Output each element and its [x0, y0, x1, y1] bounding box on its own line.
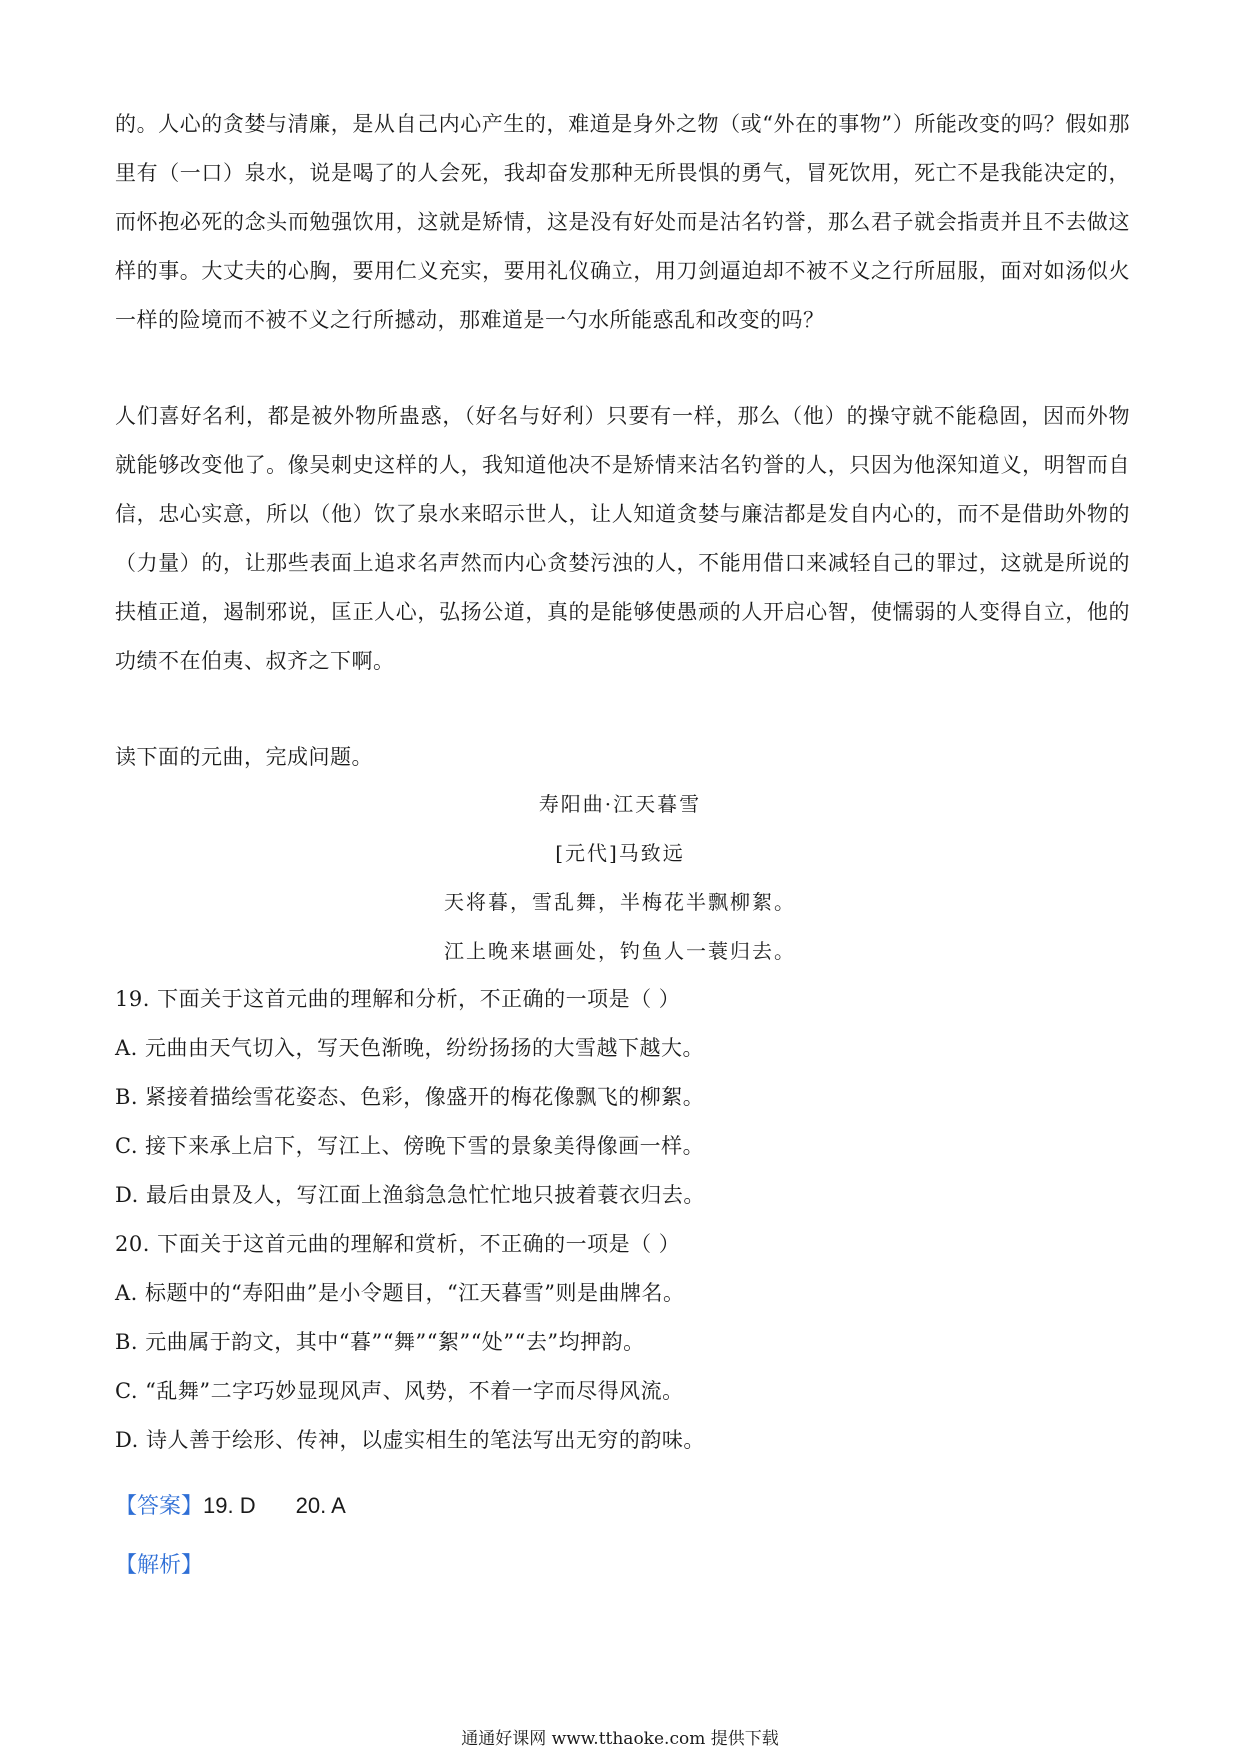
question-20-option-c: C. “乱舞”二字巧妙显现风声、风势，不着一字而尽得风流。	[115, 1379, 684, 1403]
question-19-stem: 19. 下面关于这首元曲的理解和分析，不正确的一项是（ ）	[115, 987, 681, 1011]
answer-19: 19. D	[203, 1493, 256, 1518]
answer-20: 20. A	[295, 1493, 346, 1518]
question-19-option-d: D. 最后由景及人，写江面上渔翁急急忙忙地只披着蓑衣归去。	[115, 1183, 705, 1207]
footer-source: 通通好课网 www.tthaoke.com 提供下载	[461, 1729, 779, 1749]
analysis-label: 【解析】	[115, 1552, 204, 1577]
translation-paragraph-2: 人们喜好名利，都是被外物所蛊惑，（好名与好利）只要有一样，那么（他）的操守就不能稳固，因而外物就能够改变他了。像吴刺史这样的人，我知道他决不是矫情来沽名钓誉的人，只因为他深知道义，明智而自信，忠心实意，所以（他）饮了泉水来昭示世人，让人知道贪婪与廉洁都是发自内心的，而不是借助外物的（力量）的，让那些表面上追求名声然而内心贪婪污浊的人，不能用借口来减轻自己的罪过，这就是所说的扶植正道，遏制邪说，匡正人心，弘扬公道，真的是能够使愚顽的人开启心智，使懦弱的人变得自立，他的功绩不在伯夷、叔齐之下啊。	[115, 404, 1130, 673]
question-20-stem: 20. 下面关于这首元曲的理解和赏析，不正确的一项是（ ）	[115, 1232, 681, 1256]
poem-author: [元代]马致远	[555, 841, 685, 865]
poem-title: 寿阳曲·江天暮雪	[538, 792, 702, 816]
question-20-option-a: A. 标题中的“寿阳曲”是小令题目，“江天暮雪”则是曲牌名。	[115, 1281, 685, 1305]
answer-label: 【答案】	[115, 1493, 204, 1518]
answer-line	[115, 1491, 346, 1521]
translation-paragraph-1: 的。人心的贪婪与清廉，是从自己内心产生的，难道是身外之物（或“外在的事物”）所能改变的吗？假如那里有（一口）泉水，说是喝了的人会死，我却奋发那种无所畏惧的勇气，冒死饮用，死亡不是我能决定的，而怀抱必死的念头而勉强饮用，这就是矫情，这是没有好处而是沽名钓誉，那么君子就会指责并且不去做这样的事。大丈夫的心胸，要用仁义充实，要用礼仪确立，用刀剑逼迫却不被不义之行所屈服，面对如汤似火一样的险境而不被不义之行所撼动，那难道是一勺水所能惑乱和改变的吗？	[115, 112, 1130, 332]
reading-prompt: 读下面的元曲，完成问题。	[115, 745, 373, 769]
question-19-option-c: C. 接下来承上启下，写江上、傍晚下雪的景象美得像画一样。	[115, 1134, 705, 1158]
question-19-option-b: B. 紧接着描绘雪花姿态、色彩，像盛开的梅花像飘飞的柳絮。	[115, 1085, 705, 1109]
poem-line-1: 天将暮，雪乱舞，半梅花半飘柳絮。	[444, 890, 796, 914]
poem-line-2: 江上晚来堪画处，钓鱼人一蓑归去。	[444, 939, 796, 963]
analysis-line	[115, 1550, 203, 1580]
question-20-option-b: B. 元曲属于韵文，其中“暮”“舞”“絮”“处”“去”均押韵。	[115, 1330, 645, 1354]
question-20-option-d: D. 诗人善于绘形、传神，以虚实相生的笔法写出无穷的韵味。	[115, 1428, 705, 1452]
question-19-option-a: A. 元曲由天气切入，写天色渐晚，纷纷扬扬的大雪越下越大。	[115, 1036, 705, 1060]
